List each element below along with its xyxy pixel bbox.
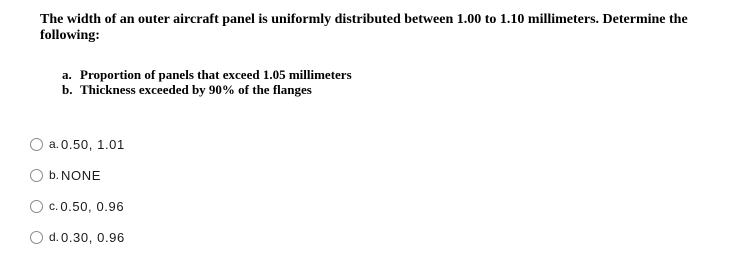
question-part-b <box>62 82 352 97</box>
question-parts-list <box>62 67 352 97</box>
part-text: Proportion of panels that exceed 1.05 millimeters <box>80 67 352 82</box>
answer-options <box>30 136 125 260</box>
question-block <box>40 12 720 44</box>
option-letter: d. <box>49 230 60 244</box>
part-marker: b. <box>62 82 73 97</box>
answer-option-c[interactable] <box>30 198 125 214</box>
option-text: NONE <box>61 167 101 183</box>
answer-option-a[interactable] <box>30 136 125 152</box>
radio-button[interactable] <box>30 138 43 151</box>
option-text: 0.30, 0.96 <box>61 229 125 245</box>
option-letter: c. <box>49 199 59 213</box>
radio-button[interactable] <box>30 231 43 244</box>
answer-option-b[interactable] <box>30 167 125 183</box>
option-letter: b. <box>49 168 60 182</box>
option-letter: a. <box>49 137 60 151</box>
part-marker: a. <box>62 67 72 82</box>
question-part-a <box>62 67 352 82</box>
radio-button[interactable] <box>30 169 43 182</box>
radio-button[interactable] <box>30 200 43 213</box>
question-text: The width of an outer aircraft panel is uniformly distributed between 1.00 to 1.10 millimeters. Determine the following: <box>40 12 688 43</box>
answer-option-d[interactable] <box>30 229 125 245</box>
option-text: 0.50, 0.96 <box>60 198 125 214</box>
part-text: Thickness exceeded by 90% of the flanges <box>80 82 312 97</box>
option-text: 0.50, 1.01 <box>61 136 125 152</box>
